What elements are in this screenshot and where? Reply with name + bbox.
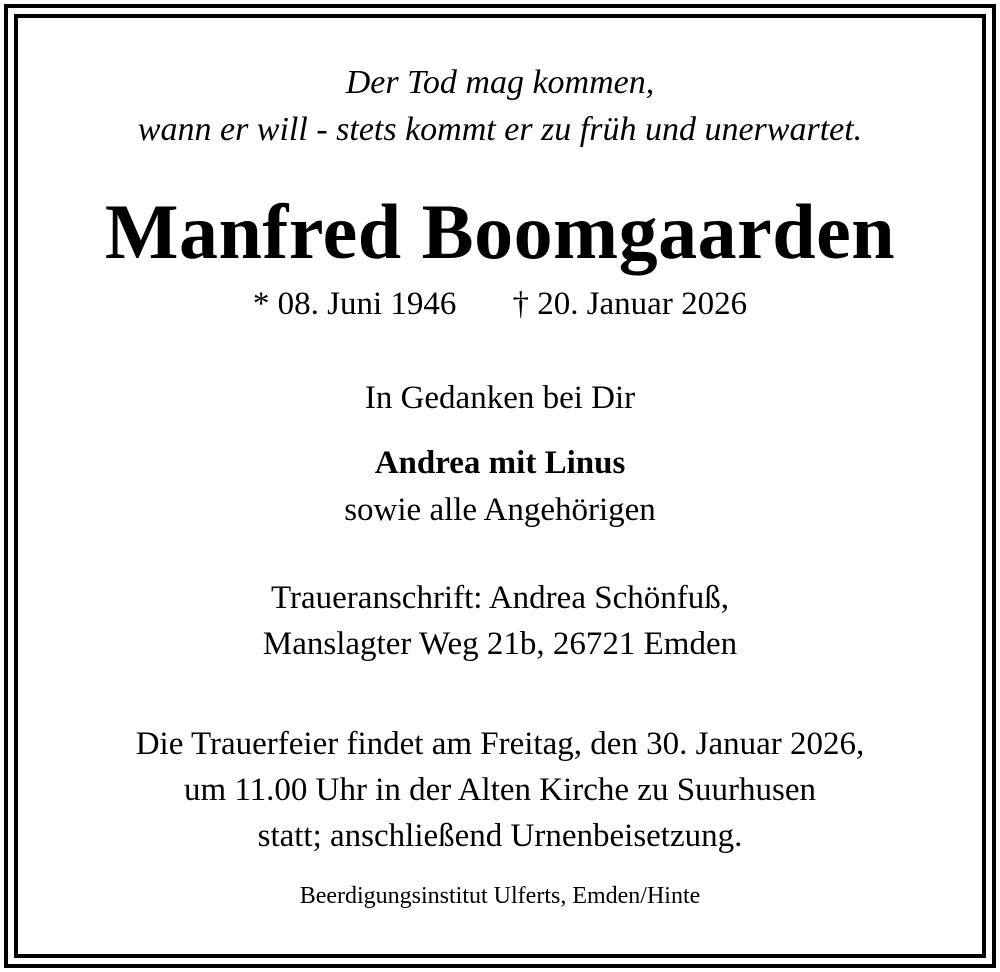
thoughts-line: In Gedanken bei Dir: [364, 380, 636, 416]
address-line-1: Traueranschrift: Andrea Schönfuß,: [271, 580, 729, 616]
deceased-name: Manfred Boomgaarden: [104, 188, 896, 275]
funeral-home: Beerdigungsinstitut Ulferts, Emden/Hinte: [299, 883, 701, 909]
motto-line-2: wann er will - stets kommt er zu früh und unerwartet.: [137, 111, 863, 148]
family-main: Andrea mit Linus: [374, 445, 626, 481]
family-rest: sowie alle Angehörigen: [344, 492, 656, 528]
life-dates: [0, 288, 1000, 321]
ceremony-line-1: Die Trauerfeier findet am Freitag, den 30. Januar 2026,: [135, 726, 865, 762]
ceremony-line-2: um 11.00 Uhr in der Alten Kirche zu Suurhusen: [183, 772, 817, 808]
inner-border: [14, 14, 986, 958]
death-date: † 20. Januar 2026: [512, 286, 748, 322]
motto-line-1: Der Tod mag kommen,: [345, 64, 655, 101]
birth-date: * 08. Juni 1946: [252, 286, 457, 322]
ceremony-line-3: statt; anschließend Urnenbeisetzung.: [257, 818, 743, 854]
address-line-2: Manslagter Weg 21b, 26721 Emden: [262, 626, 738, 662]
